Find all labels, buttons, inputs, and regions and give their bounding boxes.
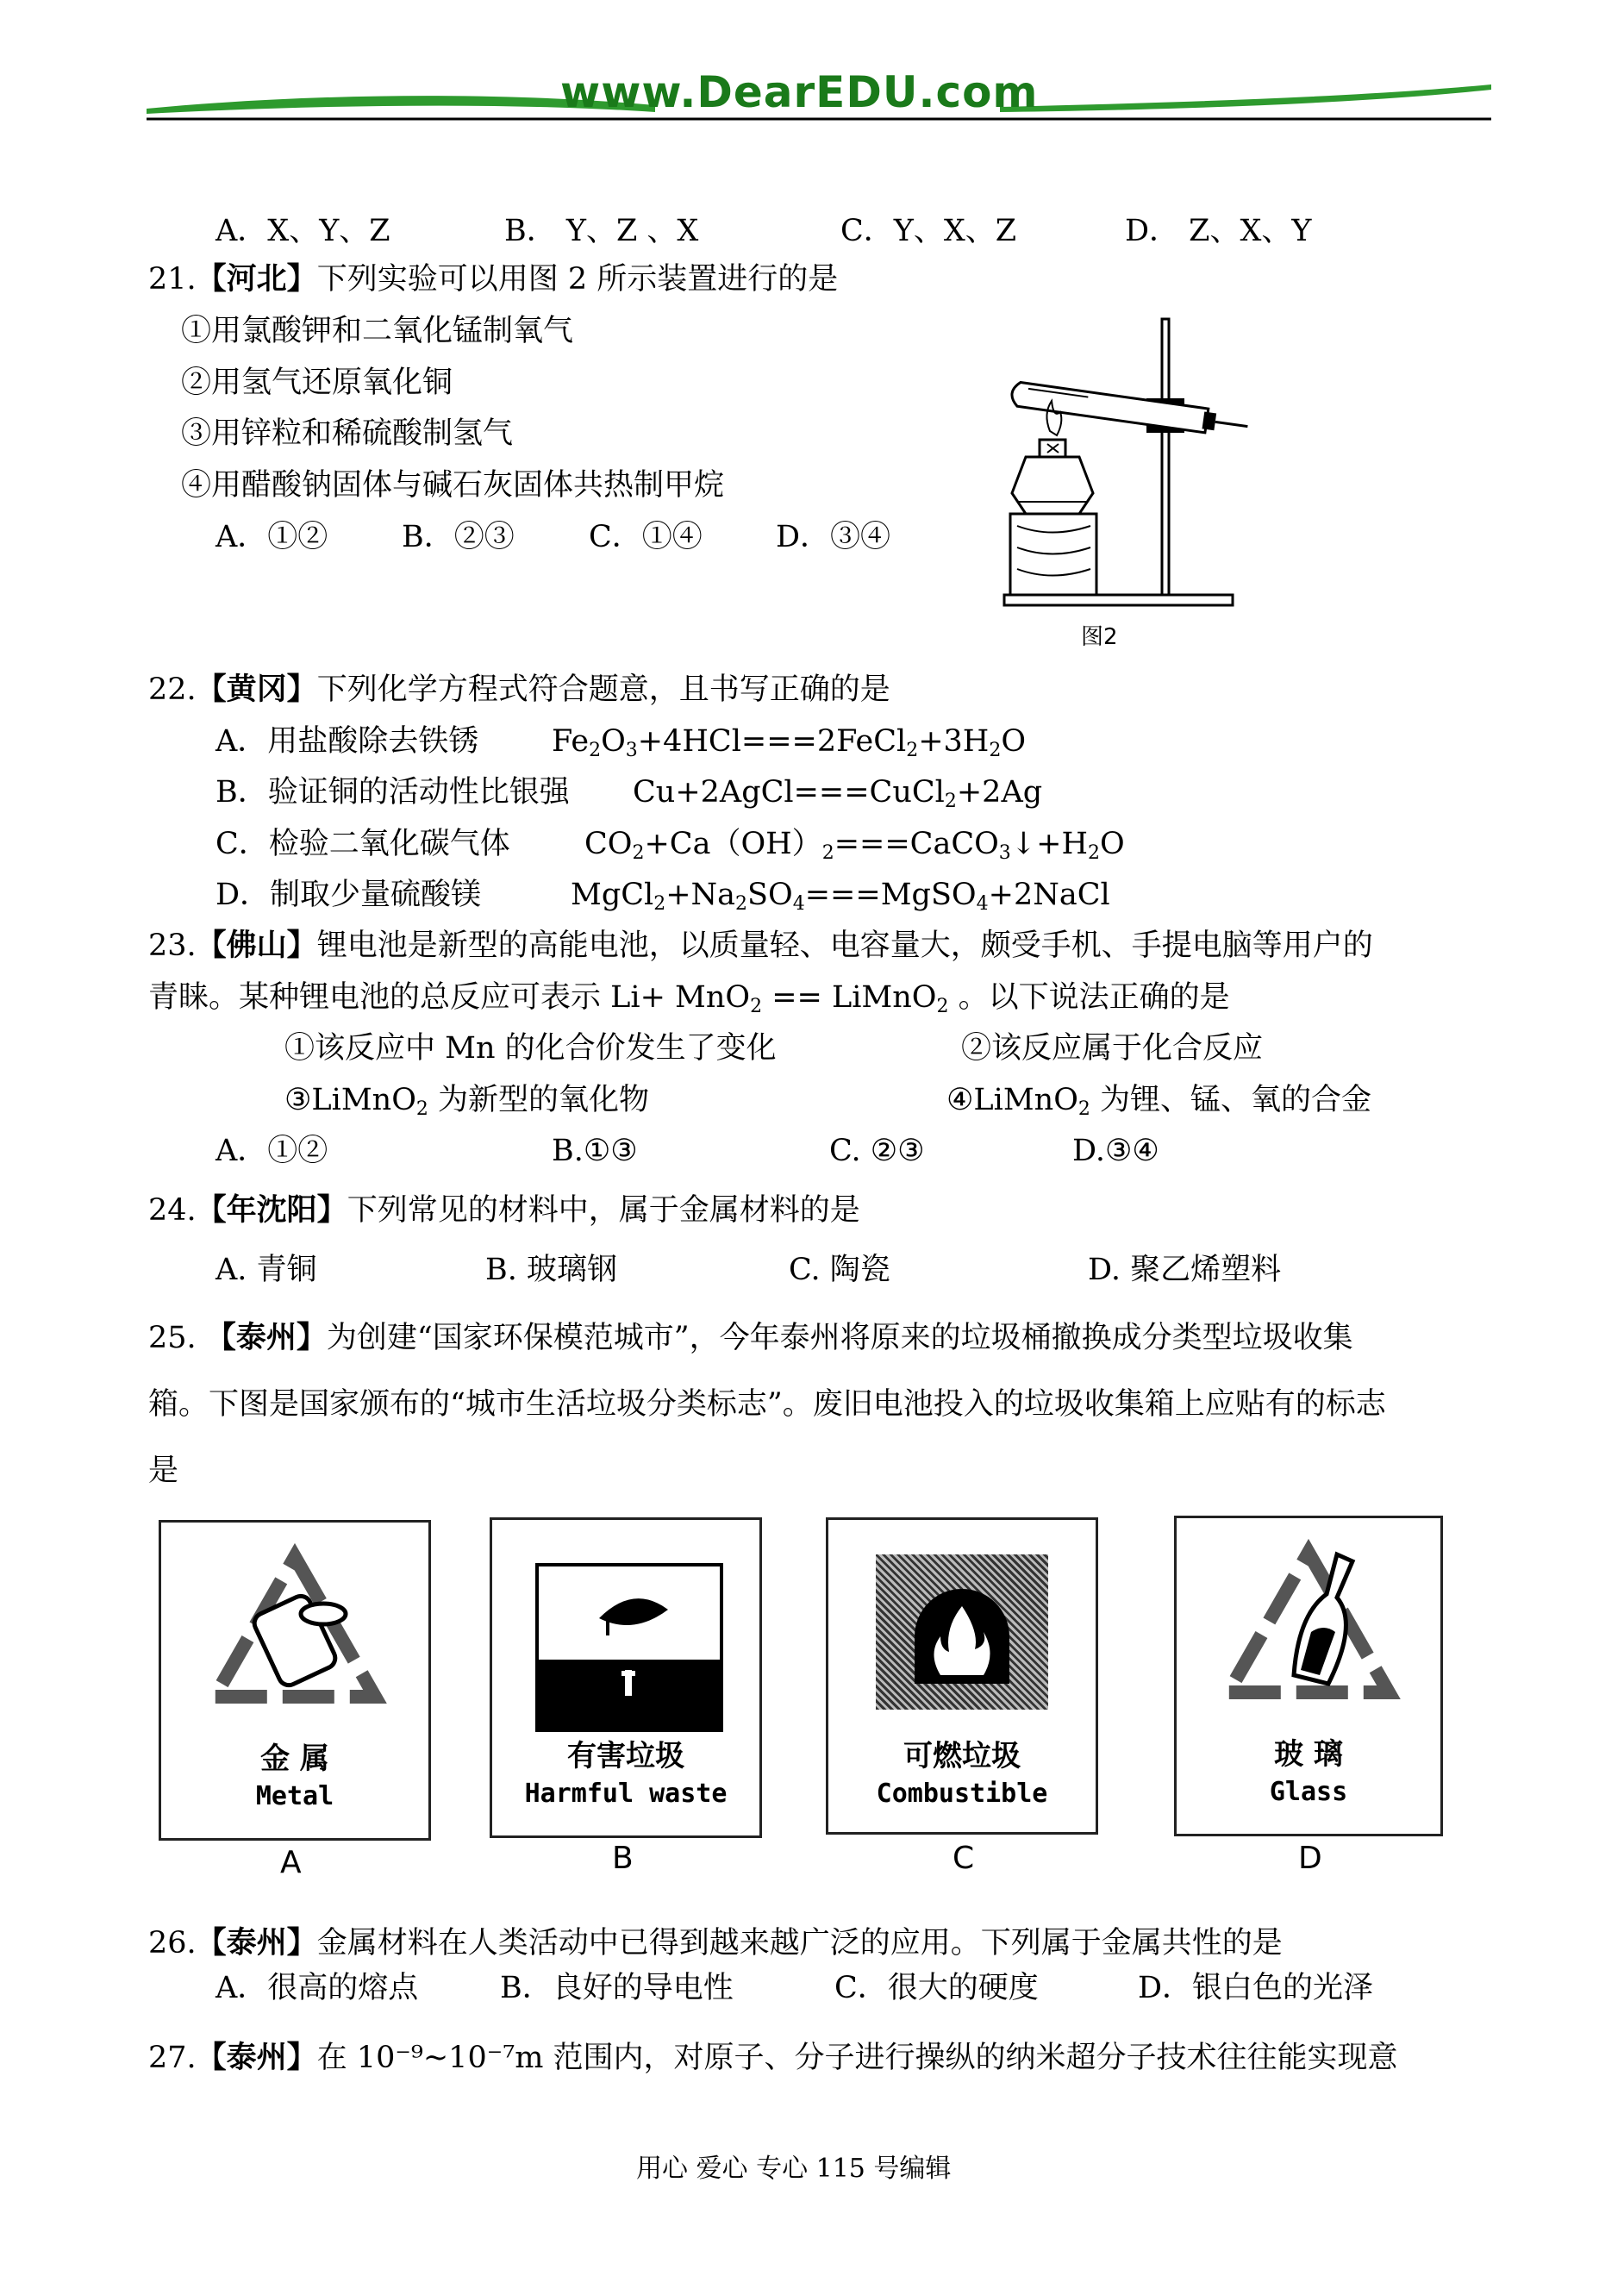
site-name[interactable]: www.DearEDU.com xyxy=(560,67,1039,117)
q23-option-d: D.③④ xyxy=(1072,1134,1159,1168)
q20-option-b: B． Y、Z 、X xyxy=(504,214,699,248)
q21-item-1: ①用氯酸钾和二氧化锰制氧气 xyxy=(181,314,574,348)
sign-combustible xyxy=(826,1517,1098,1835)
q20-option-a: A．X、Y、Z xyxy=(215,214,390,248)
flame-icon xyxy=(928,1602,996,1679)
question-number: 26. xyxy=(148,1926,197,1960)
sign-harmful xyxy=(490,1517,762,1838)
q21-item-4: ④用醋酸钠固体与碱石灰固体共热制甲烷 xyxy=(181,468,725,503)
q23-statement-1: ①该反应中 Mn 的化合价发生了变化 xyxy=(284,1031,777,1066)
q21-stem xyxy=(148,260,838,298)
sign-letter-b: B xyxy=(612,1841,634,1876)
stem-text: 锂电池是新型的高能电池，以质量轻、电容量大，颇受手机、手提电脑等用户的 xyxy=(316,929,1373,963)
question-number: 23. xyxy=(148,929,197,963)
q23-statement-2: ②该反应属于化合反应 xyxy=(961,1031,1264,1066)
source-tag: 【年沈阳】 xyxy=(196,1193,347,1228)
q22-option-b-equation: Cu+2AgCl===CuCl$_2$+2Ag xyxy=(633,775,1043,812)
q25-line3: 是 xyxy=(148,1454,179,1488)
q26-option-b: B．良好的导电性 xyxy=(500,1971,734,2005)
q21-option-a: A．①② xyxy=(215,520,328,554)
q23-statement-3: ③LiMnO$_2$ 为新型的氧化物 xyxy=(284,1083,650,1120)
q23-line2: 青睐。某种锂电池的总反应可表示 Li+ MnO$_2$ == LiMnO$_2$ 。以下说法正确的是 xyxy=(148,980,1230,1017)
combustible-symbol xyxy=(876,1554,1048,1710)
q21-option-b: B．②③ xyxy=(402,520,515,554)
sign-label-zh: 可燃垃圾 xyxy=(903,1739,1021,1773)
source-tag: 【泰州】 xyxy=(196,2041,317,2075)
q22-option-a-equation: $Fe_2O_3+4HCl===2FeCl_2+3H_2O$ xyxy=(552,724,1027,761)
stem-text: 为创建“国家环保模范城市”，今年泰州将原来的垃圾桶撤换成分类型垃圾收集 xyxy=(326,1321,1353,1355)
q22-stem xyxy=(148,671,890,709)
q21-option-c: C．①④ xyxy=(589,520,703,554)
q22-option-a-label: A．用盐酸除去铁锈 xyxy=(215,724,479,759)
figure-caption: 图2 xyxy=(1081,624,1118,650)
sign-label-zh: 玻 璃 xyxy=(1274,1737,1343,1772)
q22-option-c-label: C．检验二氧化碳气体 xyxy=(215,827,510,861)
sign-label-en: Combustible xyxy=(876,1779,1048,1809)
question-number: 27. xyxy=(148,2041,197,2075)
q24-option-a: A. 青铜 xyxy=(215,1253,317,1287)
q23-statement-4: ④LiMnO$_2$ 为锂、锰、氧的合金 xyxy=(946,1083,1372,1120)
q22-option-c-equation: $CO_2+Ca(OH)_2===CaCO_3↓+H_2O$ xyxy=(584,827,1125,864)
stem-text: 金属材料在人类活动中已得到越来越广泛的应用。下列属于金属共性的是 xyxy=(316,1926,1283,1960)
recycle-bottle-icon xyxy=(1208,1537,1409,1718)
q24-option-c: C. 陶瓷 xyxy=(789,1253,890,1287)
q20-option-d: D． Z、X、Y xyxy=(1125,214,1312,248)
source-tag: 【泰州】 xyxy=(205,1321,327,1355)
q24-option-b: B. 玻璃钢 xyxy=(485,1253,617,1287)
sign-letter-d: D xyxy=(1298,1841,1322,1876)
q21-item-3: ③用锌粒和稀硫酸制氢气 xyxy=(181,416,514,451)
q27-stem xyxy=(148,2039,1398,2077)
stem-text: 下列实验可以用图 2 所示装置进行的是 xyxy=(316,262,839,297)
apparatus-figure xyxy=(991,310,1250,612)
q25-line2: 箱。下图是国家颁布的“城市生活垃圾分类标志”。废旧电池投入的垃圾收集箱上应贴有的标志 xyxy=(148,1387,1386,1422)
q26-option-c: C．很大的硬度 xyxy=(834,1971,1039,2005)
q21-item-2: ②用氢气还原氧化铜 xyxy=(181,366,453,400)
bone-leaf-icon xyxy=(590,1584,677,1713)
q23-option-b: B.①③ xyxy=(552,1134,638,1168)
question-number: 25. xyxy=(148,1321,197,1355)
q22-option-d-label: D．制取少量硫酸镁 xyxy=(215,878,482,912)
stem-text: 在 10⁻⁹~10⁻⁷m 范围内，对原子、分子进行操纵的纳米超分子技术往往能实现意 xyxy=(316,2041,1398,2075)
sign-label-zh: 金 属 xyxy=(260,1742,329,1776)
sign-label-en: Harmful waste xyxy=(524,1779,728,1809)
question-number: 22. xyxy=(148,672,197,707)
q20-option-c: C．Y、X、Z xyxy=(840,214,1017,248)
sign-letter-a: A xyxy=(280,1845,302,1880)
question-number: 24. xyxy=(148,1193,197,1228)
sign-label-en: Glass xyxy=(1269,1777,1348,1807)
source-tag: 【黄冈】 xyxy=(196,672,317,707)
q21-option-d: D．③④ xyxy=(776,520,891,554)
q26-stem xyxy=(148,1924,1283,1962)
q26-option-d: D．银白色的光泽 xyxy=(1138,1971,1374,2005)
source-tag: 【泰州】 xyxy=(196,1926,317,1960)
q22-option-b-label: B．验证铜的活动性比银强 xyxy=(215,775,570,810)
q26-option-a: A．很高的熔点 xyxy=(215,1971,419,2005)
sign-metal xyxy=(159,1520,431,1841)
q24-stem xyxy=(148,1191,860,1229)
stem-text: 下列常见的材料中，属于金属材料的是 xyxy=(347,1193,860,1228)
sign-glass xyxy=(1174,1516,1443,1836)
source-tag: 【佛山】 xyxy=(196,929,317,963)
sign-letter-c: C xyxy=(953,1841,975,1876)
harmful-symbol xyxy=(535,1563,723,1732)
source-tag: 【河北】 xyxy=(196,262,317,297)
q23-option-c: C. ②③ xyxy=(829,1134,925,1168)
q22-option-d-equation: $MgCl_2+Na_2SO_4===MgSO_4+2NaCl$ xyxy=(571,878,1110,915)
recycle-can-icon xyxy=(194,1541,396,1723)
q25-line1 xyxy=(148,1319,1353,1357)
sign-label-en: Metal xyxy=(255,1781,334,1811)
question-number: 21. xyxy=(148,262,197,297)
q23-line1 xyxy=(148,927,1373,965)
q24-option-d: D. 聚乙烯塑料 xyxy=(1088,1253,1282,1287)
stem-text: 下列化学方程式符合题意，且书写正确的是 xyxy=(316,672,890,707)
sign-label-zh: 有害垃圾 xyxy=(567,1739,684,1773)
q23-option-a: A．①② xyxy=(215,1134,328,1168)
page-footer: 用心 爱心 专心 115 号编辑 xyxy=(636,2154,952,2184)
